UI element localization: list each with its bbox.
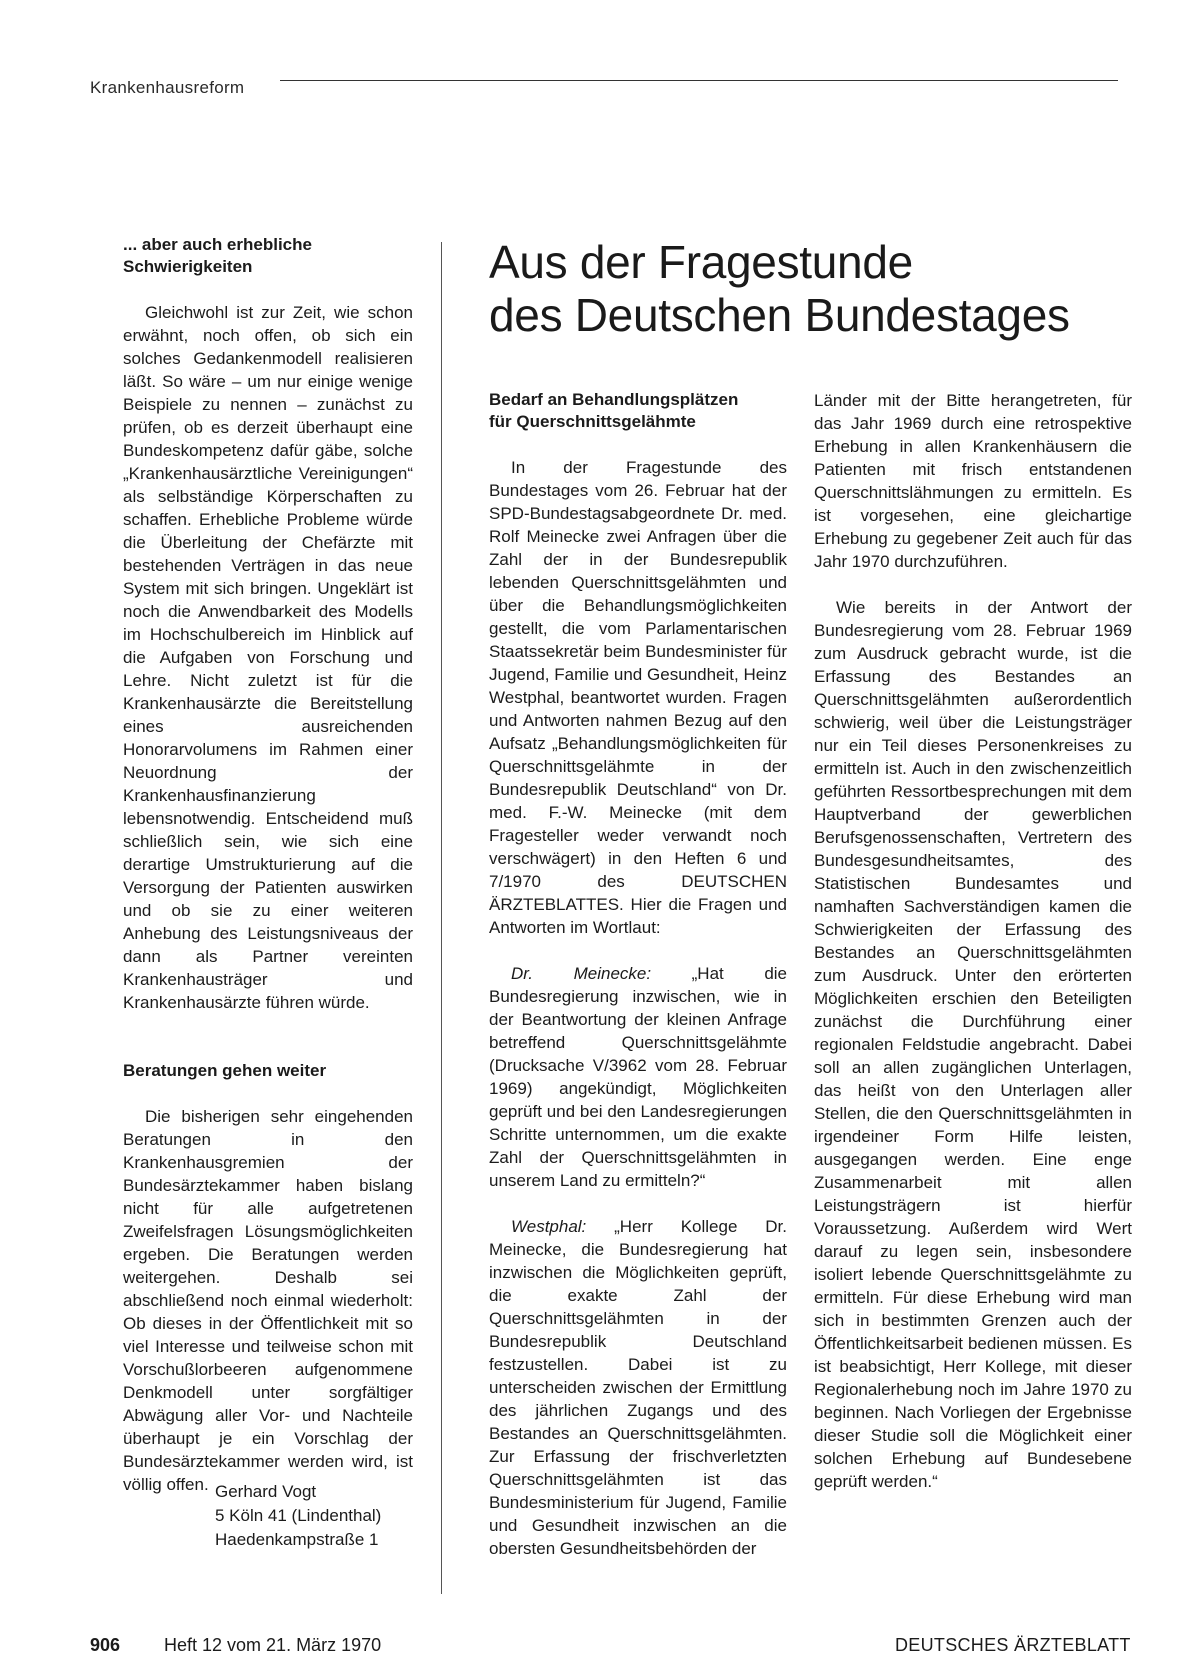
article-headline (489, 236, 1129, 342)
heading-line: Schwierigkeiten (123, 257, 253, 276)
headline-line: Aus der Fragestunde (489, 236, 913, 288)
heading-line: ... aber auch erhebliche (123, 235, 312, 254)
subheading-line: Bedarf an Behandlungsplätzen (489, 390, 739, 409)
section-heading-difficulties (123, 234, 413, 278)
headline-line: des Deutschen Bundestages (489, 289, 1070, 341)
body-paragraph: Gleichwohl ist zur Zeit, wie schon erwähnt, noch offen, ob sich ein solches Gedankenmodell realisieren läßt. So wäre – um nur einige wenige Beispiele zu nennen – zunächst zu prüfen, ob es derzeit überhaupt eine Bundeskompetenz dafür gäbe, solche „Krankenhausärztliche Vereinigungen“ als selbständige Körperschaften zu schaffen. Erhebliche Probleme würde die Überleitung der Chefärzte mit bestehenden Verträgen in das neue System mit sich bringen. Ungeklärt ist noch die Anwendbarkeit des Modells im Hochschulbereich im Hinblick auf die Aufgaben von Forschung und Lehre. Nicht zuletzt ist für die Krankenhausärzte die Bereitstellung eines ausreichenden Honorarvolumens im Rahmen einer Neuordnung der Krankenhausfinanzierung lebensnotwendig. Entscheidend muß schließlich sein, wie sich eine derartige Umstrukturierung auf die Versorgung der Patienten auswirken und ob sie zu einer weiteren Anhebung des Leistungsniveaus der dann als Partner vereinten Krankenhausträger und Krankenhausärzte führen würde. (123, 303, 413, 1012)
column-divider (441, 242, 442, 1594)
body-paragraph: Die bisherigen sehr eingehenden Beratungen in den Krankenhausgremien der Bundesärztekammer haben bislang nicht für alle aufgetretenen Zweifelsfragen Lösungsmöglichkeiten ergeben. Die Beratungen werden weitergehen. Deshalb sei abschließend noch einmal wiederholt: Ob dieses in der Öffentlichkeit mit so viel Interesse und teilweise schon mit Vorschußlorbeeren aufgenommene Denkmodell unter sorgfältiger Abwägung aller Vor- und Nachteile überhaupt je ein Vorschlag der Bundesärztekammer werden wird, ist völlig offen. (123, 1107, 413, 1494)
author-street: Haedenkampstraße 1 (215, 1530, 379, 1549)
body-paragraph: Wie bereits in der Antwort der Bundesregierung vom 28. Februar 1969 zum Ausdruck gebracht wurde, ist die Erfassung des Bestandes an Querschnittsgelähmten außerordentlich schwierig, weil über die Leistungsträger nur ein Teil dieses Personenkreises zu ermitteln ist. Auch in den zwischenzeitlich geführten Ressortbesprechungen mit dem Hauptverband der gewerblichen Berufsgenossenschaften, Vertretern des Bundesgesundheitsamtes, des Statistischen Bundesamtes und namhaften Sachverständigen kamen die Schwierigkeiten der Erfassung des Bestandes an Querschnittsgelähmten zum Ausdruck. Unter den erörterten Möglichkeiten erschien den Beteiligten zunächst die Durchführung einer regionalen Feldstudie angebracht. Dabei soll an allen zugänglichen Unterlagen, das heißt von den Unterlagen aller Stellen, die den Querschnittsgelähmten in irgendeiner Form Hilfe leisten, ausgegangen werden. Eine enge Zusammenarbeit mit allen Leistungsträgern ist hierfür Voraussetzung. Außerdem wird Wert darauf zu legen sein, insbesondere isoliert lebende Querschnittsgelähmte zu ermitteln. Für diese Erhebung wird man sich in bestimmten Grenzen auch der Öffentlichkeitsarbeit bedienen müssen. Es ist beabsichtigt, Herr Kollege, mit dieser Regionalerhebung noch im Jahre 1970 zu beginnen. Nach Vorliegen der Ergebnisse dieser Studie soll die Möglichkeit einer solchen Erhebung auf Bundesebene geprüft werden.“ (814, 598, 1132, 1491)
answer-text: „Herr Kollege Dr. Meinecke, die Bundesregierung hat inzwischen die Möglichkeiten geprüft, die exakte Zahl der Querschnittsgelähmten in der Bundesrepublik Deutschland festzustellen. Dabei ist zu unterscheiden zwischen der Ermittlung des jährlichen Zugangs und des Bestandes an Querschnittsgelähmten. Zur Erfassung der frischverletzten Querschnittsgelähmten ist das Bundesministerium für Jugend, Familie und Gesundheit inzwischen an die obersten Gesundheitsbehörden der (489, 1217, 787, 1558)
journal-name: DEUTSCHES ÄRZTEBLATT (895, 1635, 1131, 1655)
left-column (123, 234, 413, 1496)
header-rule (280, 80, 1118, 81)
running-head: Krankenhausreform (90, 78, 245, 97)
author-signature (215, 1480, 381, 1552)
body-paragraph: Länder mit der Bitte herangetreten, für das Jahr 1969 durch eine retrospektive Erhebung in allen Krankenhäusern die Patienten mit frisch entstandenen Querschnittslähmungen zu ermitteln. Es ist vorgesehen, eine gleichartige Erhebung zu gegebener Zeit auch für das Jahr 1970 durchzuführen. (814, 391, 1132, 571)
question-text: „Hat die Bundesregierung inzwischen, wie in der Beantwortung der kleinen Anfrage betreffend Querschnittsgelähmte (Drucksache V/3962 vom 28. Februar 1969) angekündigt, Möglichkeiten geprüft und bei den Landesregierungen Schritte unternommen, um die exakte Zahl der Querschnittsgelähmten in unserem Land zu ermitteln?“ (489, 964, 788, 1190)
author-name: Gerhard Vogt (215, 1482, 317, 1501)
question-paragraph (489, 962, 787, 1192)
speaker-name: Dr. Meinecke: (511, 964, 652, 983)
section-heading-consultations: Beratungen gehen weiter (123, 1061, 327, 1080)
body-paragraph: In der Fragestunde des Bundestages vom 26. Februar hat der SPD-Bundestagsabgeordnete Dr. med. Rolf Meinecke zwei Anfragen über die Zahl der in der Bundesrepublik lebenden Querschnittsgelähmten und über die Behandlungsmöglichkeiten gestellt, die vom Parlamentarischen Staatssekretär beim Bundesminister für Jugend, Familie und Gesundheit, Heinz Westphal, beantwortet wurden. Fragen und Antworten nahmen Bezug auf den Aufsatz „Behandlungsmöglichkeiten für Querschnittsgelähmte in der Bundesrepublik Deutschland“ von Dr. med. F.-W. Meinecke (mit dem Fragesteller weder verwandt noch verschwägert) in den Heften 6 und 7/1970 des DEUTSCHEN ÄRZTEBLATTES. Hier die Fragen und Antworten im Wortlaut: (489, 458, 787, 937)
author-city: 5 Köln 41 (Lindenthal) (215, 1506, 382, 1525)
issue-info: Heft 12 vom 21. März 1970 (164, 1635, 382, 1655)
speaker-name: Westphal: (511, 1217, 587, 1236)
right-column (814, 389, 1132, 1493)
middle-column (489, 389, 787, 1560)
article-subheading (489, 389, 787, 433)
answer-paragraph (489, 1215, 787, 1560)
page-number: 906 (90, 1635, 121, 1655)
subheading-line: für Querschnittsgelähmte (489, 412, 696, 431)
